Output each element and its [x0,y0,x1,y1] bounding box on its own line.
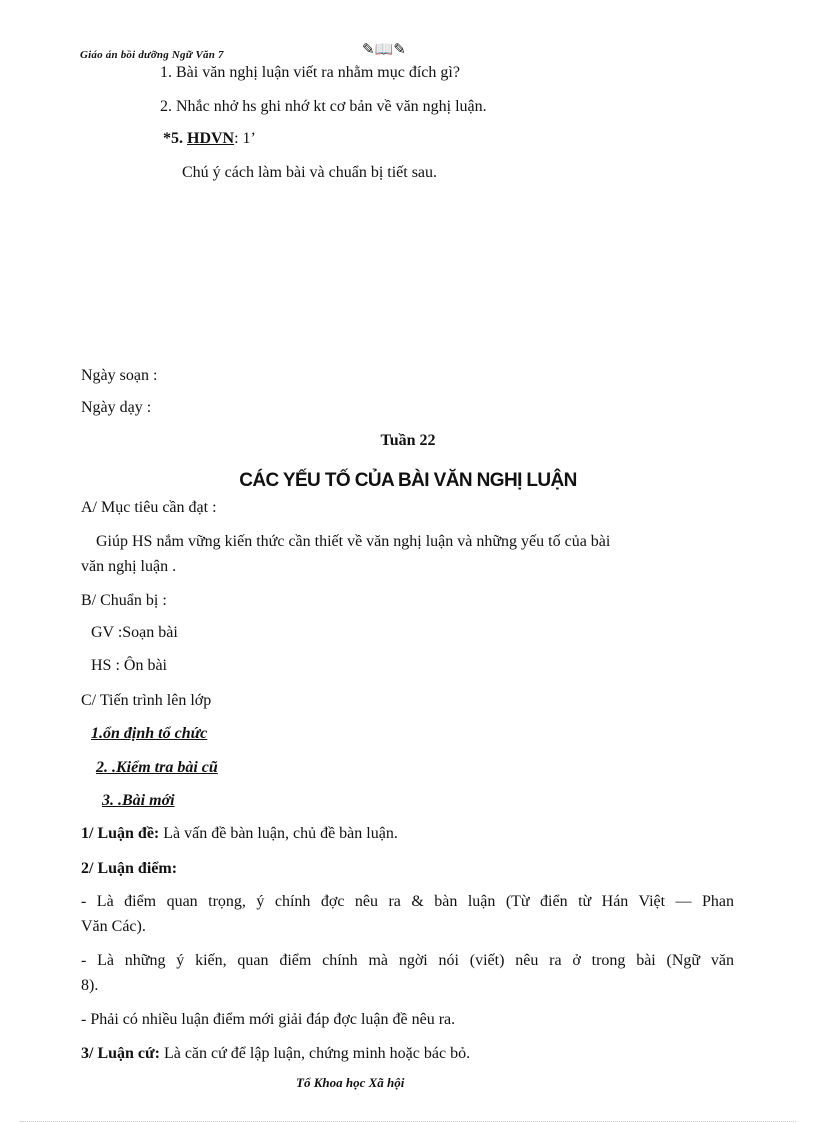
gv-prep: GV :Soạn bài [91,624,178,641]
hdvn-text: Chú ý cách làm bài và chuẩn bị tiết sau. [182,164,438,181]
ngay-day: Ngày dạy : [81,399,152,416]
luan-diem-2-line2: 8). [81,977,99,994]
page-title: CÁC YẾU TỐ CỦA BÀI VĂN NGHỊ LUẬN [239,470,577,491]
footer-text: Tổ Khoa học Xã hội [296,1075,405,1090]
hs-prep: HS : Ôn bài [91,657,167,674]
luan-de-text: Là vấn đề bàn luận, chủ đề bàn luận. [159,825,398,842]
header-left: Giáo án bồi dưỡng Ngữ Văn 7 [80,49,224,61]
page-bottom-border [20,1121,796,1122]
luan-diem-label: 2/ Luận điểm: [81,860,178,877]
ngay-soan: Ngày soạn : [81,367,158,384]
section-c-heading: C/ Tiến trình lên lớp [81,692,212,709]
luan-diem-1-line2: Văn Các). [81,918,146,935]
luan-cu [81,1045,470,1063]
book-ornament-icon: ✎📖✎ [362,40,406,58]
step-2: 2. .Kiểm tra bài cũ [96,759,218,776]
luan-de-label: 1/ Luận đề: [81,825,160,842]
luan-cu-text: Là căn cứ để lập luận, chứng minh hoặc bác bỏ. [159,1045,471,1062]
week-heading: Tuần 22 [380,432,436,449]
step-3: 3. .Bài mới [102,792,175,809]
section-a-line2: văn nghị luận . [81,558,177,575]
luan-diem-1-line1: - Là điểm quan trọng, ý chính đợc nêu ra & bàn luận (Từ điển từ Hán Việt — Phan [81,893,734,910]
section-b-heading: B/ Chuẩn bị : [81,592,167,609]
question-1: 1. Bài văn nghị luận viết ra nhằm mục đích gì? [160,64,460,81]
luan-de [81,825,398,843]
section-a-line1: Giúp HS nắm vững kiến thức cần thiết về văn nghị luận và những yếu tố của bài [96,533,611,550]
hdvn-time: : 1’ [234,130,256,147]
luan-cu-label: 3/ Luận cứ: [81,1045,160,1062]
hdvn-prefix: *5. [163,130,187,147]
luan-diem-3: - Phải có nhiều luận điểm mới giải đáp đợc luận đề nêu ra. [81,1011,456,1028]
question-2: 2. Nhắc nhở hs ghi nhớ kt cơ bản về văn nghị luận. [160,98,487,115]
hdvn-label: HDVN [187,130,235,147]
hdvn-line [163,130,256,148]
step-1: 1.ổn định tổ chức [91,725,208,742]
luan-diem-2-line1: - Là những ý kiến, quan điểm chính mà ngời nói (viết) nêu ra ở trong bài (Ngữ văn [81,952,734,969]
section-a-heading: A/ Mục tiêu cần đạt : [81,499,217,516]
